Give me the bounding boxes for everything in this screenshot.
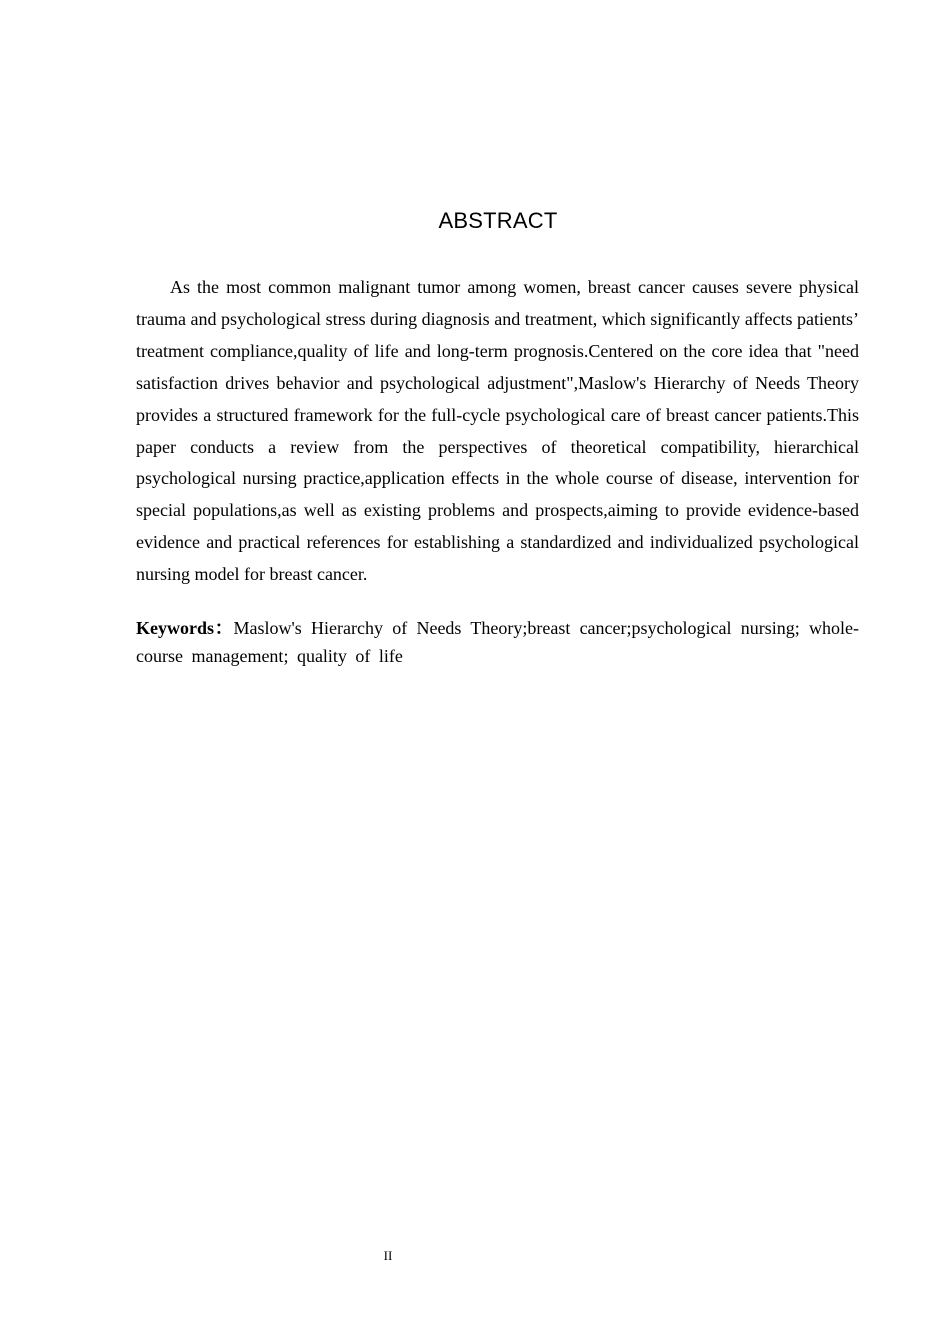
keywords-line [136, 614, 859, 670]
page-number: II [383, 1248, 393, 1263]
keywords-text: Maslow's Hierarchy of Needs Theory;breast cancer;psychological nursing; whole-course management; quality of life [136, 618, 859, 666]
abstract-body: As the most common malignant tumor among women, breast cancer causes severe physical trauma and psychological stress during diagnosis and treatment, which significantly affects patients’ treatment compliance,quality of life and long-term prognosis.Centered on the core idea that "need satisfaction drives behavior and psychological adjustment",Maslow's Hierarchy of Needs Theory provides a structured framework for the full-cycle psychological care of breast cancer patients.This paper conducts a review from the perspectives of theoretical compatibility, hierarchical psychological nursing practice,application effects in the whole course of disease, intervention for special populations,as well as existing problems and prospects,aiming to provide evidence-based evidence and practical references for establishing a standardized and individualized psychological nursing model for breast cancer. [136, 277, 859, 585]
keywords-label: Keywords： [136, 618, 234, 638]
abstract-title: ABSTRACT [438, 208, 558, 233]
